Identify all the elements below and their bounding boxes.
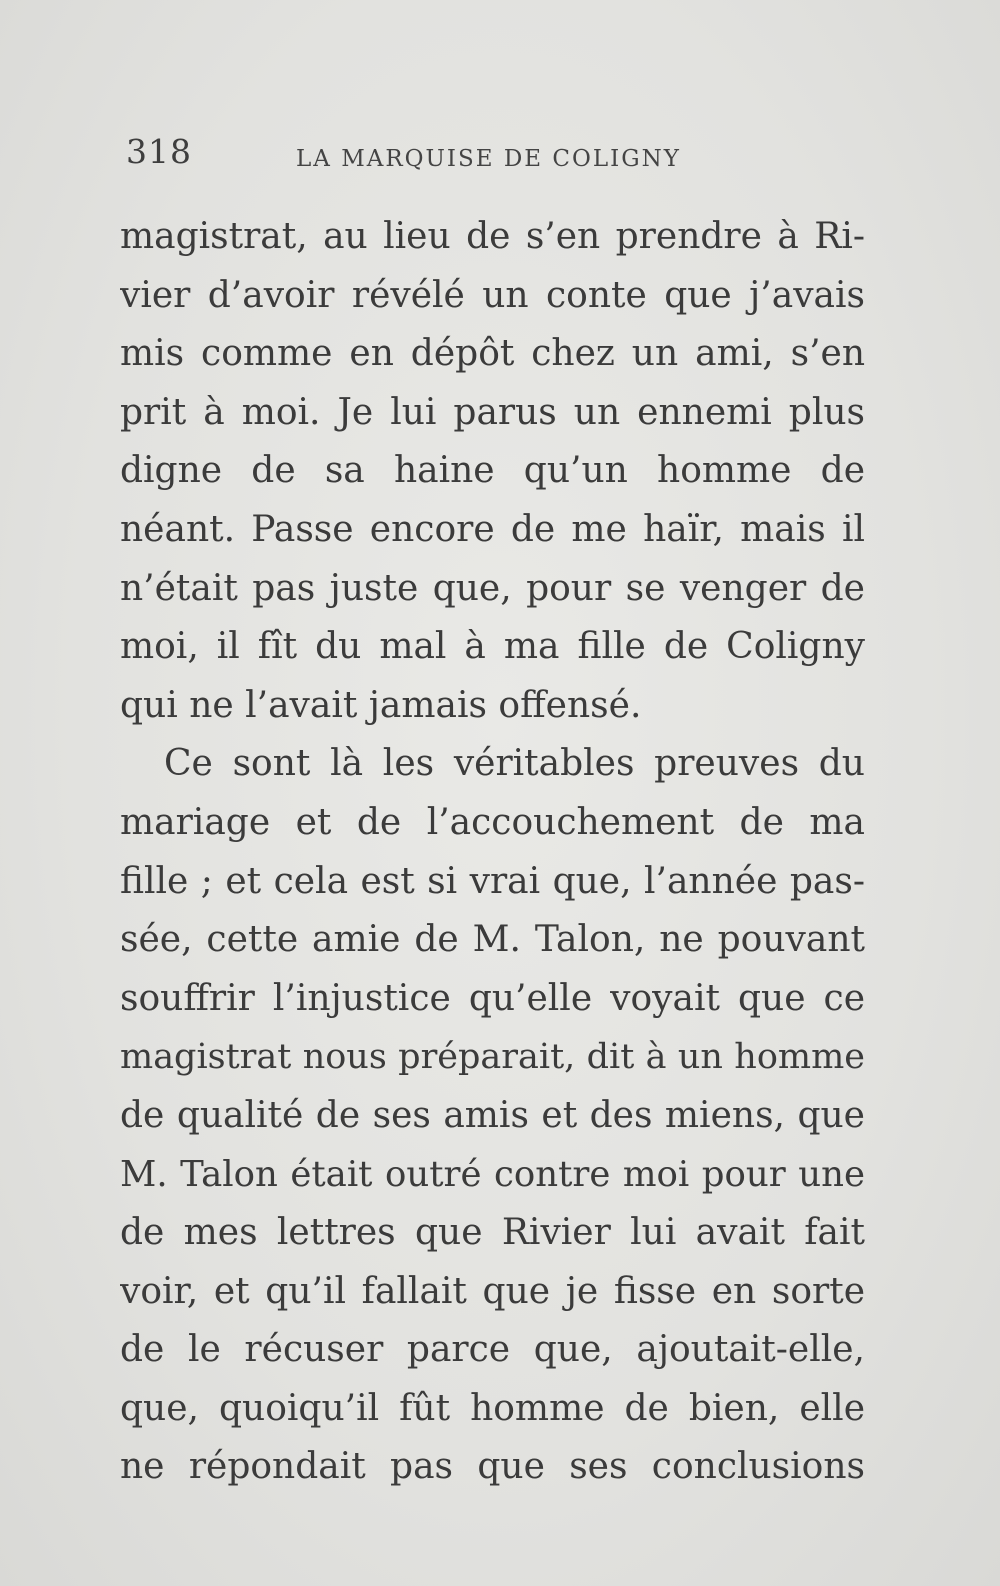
text-line: mis comme en dépôt chez un ami, s’en	[120, 333, 865, 375]
text-line: de le récuser parce que, ajoutait-elle,	[120, 1329, 865, 1371]
text-line: néant. Passe encore de me haïr, mais il	[120, 508, 865, 550]
running-title: LA MARQUISE DE COLIGNY	[296, 146, 681, 172]
text-line: magistrat, au lieu de s’en prendre à Ri-	[120, 216, 865, 257]
text-line: que, quoiqu’il fût homme de bien, elle	[120, 1387, 865, 1429]
text-line: mariage et de l’accouchement de ma	[120, 801, 865, 843]
text-line: M. Talon était outré contre moi pour une	[120, 1153, 865, 1195]
running-head	[126, 132, 866, 182]
text-line: qui ne l’avait jamais offensé.	[120, 684, 642, 726]
text-line: vier d’avoir révélé un conte que j’avais	[120, 274, 865, 316]
text-line: sée, cette amie de M. Talon, ne pouvant	[120, 919, 865, 961]
text-line: ne répondait pas que ses conclusions	[120, 1446, 865, 1488]
text-line: fille ; et cela est si vrai que, l’année pas-	[120, 860, 865, 902]
text-line: souffrir l’injustice qu’elle voyait que ce	[120, 977, 865, 1019]
text-line: de qualité de ses amis et des miens, que	[120, 1094, 865, 1136]
text-line: voir, et qu’il fallait que je fisse en sorte	[120, 1270, 865, 1312]
text-line: n’était pas juste que, pour se venger de	[120, 567, 865, 609]
text-line: prit à moi. Je lui parus un ennemi plus	[120, 391, 865, 433]
text-line-indented: Ce sont là les véritables preuves du	[164, 743, 865, 785]
text-line: magistrat nous préparait, dit à un homme	[120, 1037, 865, 1078]
text-line: moi, il fît du mal à ma fille de Coligny	[120, 626, 865, 668]
text-line: de mes lettres que Rivier lui avait fait	[120, 1212, 865, 1254]
text-line: digne de sa haine qu’un homme de	[120, 450, 865, 492]
page-number: 318	[126, 132, 192, 171]
body-text	[120, 208, 865, 1497]
